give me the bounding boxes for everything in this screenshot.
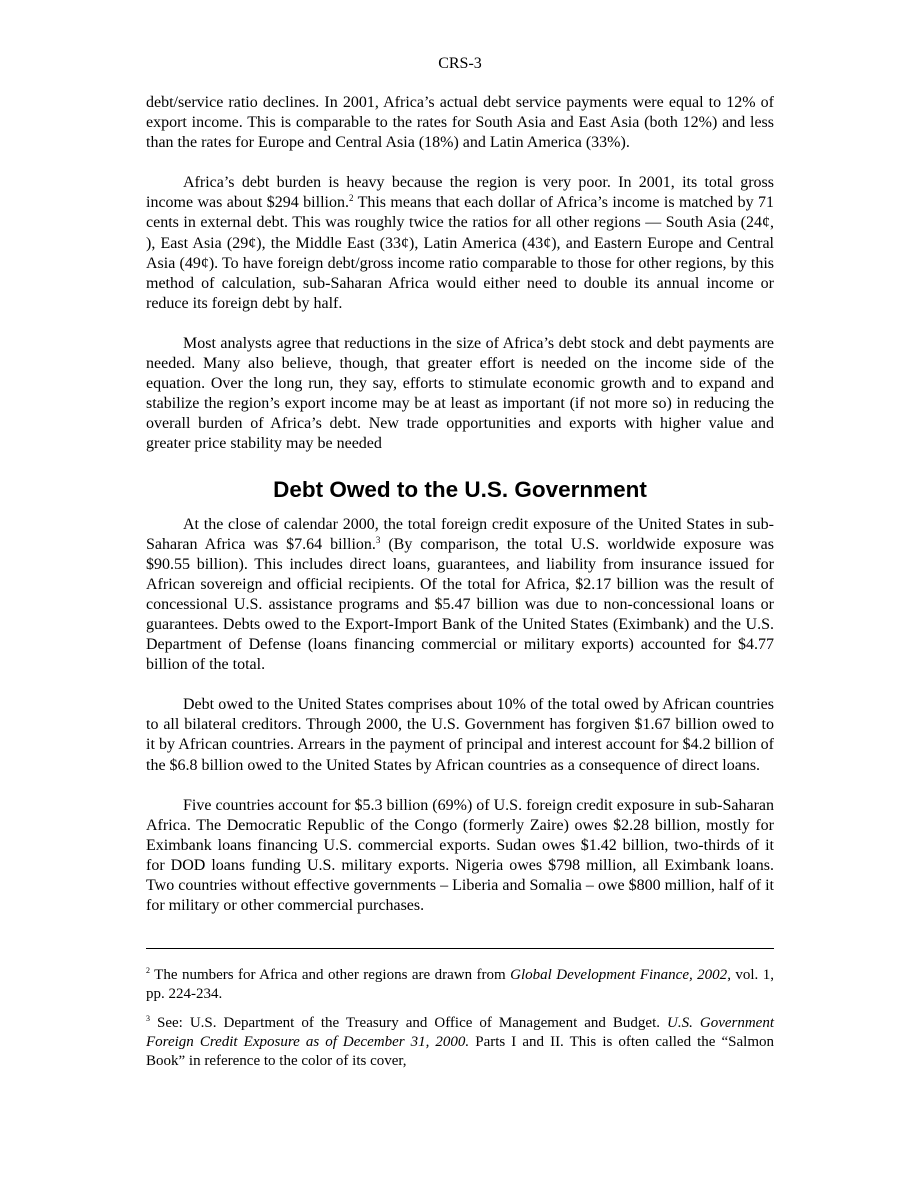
footnote-citation-title: Global Development Finance, 2002 bbox=[510, 967, 728, 984]
section-heading: Debt Owed to the U.S. Government bbox=[273, 476, 647, 502]
footnote-text: See: U.S. Department of the Treasury and Office of Management and Budget. bbox=[150, 1015, 668, 1032]
page-header: CRS-3 bbox=[438, 55, 482, 72]
paragraph-debt-service: debt/service ratio declines. In 2001, Africa’s actual debt service payments were equal to 12% of export income. This is comparable to the rates for South Asia and East Asia (both 12%) and less than the rates for Europe and Central Asia (18%) and Latin America (33%). bbox=[146, 94, 774, 152]
paragraph-text: Africa’s debt burden is heavy because the region is very poor. In 2001, its total gross income was about $294 billion. bbox=[146, 174, 774, 212]
paragraph-analysts: Most analysts agree that reductions in the size of Africa’s debt stock and debt payments are needed. Many also believe, though, that greater effort is needed on the income side of the equation. Over the long run, they say, efforts to stimulate economic growth and to expand and stabilize the region’s export income may be at least as important (if not more so) in reducing the overall burden of Africa’s debt. New trade opportunities and exports with higher value and greater price stability may be needed bbox=[146, 334, 774, 453]
footnote-2 bbox=[146, 966, 774, 1004]
paragraph-text: At the close of calendar 2000, the total foreign credit exposure of the United States in sub-Saharan Africa was $7.64 billion. bbox=[146, 515, 774, 553]
footnote-text: , vol. 1, pp. 224-234. bbox=[146, 967, 774, 1003]
paragraph-debt-burden bbox=[146, 173, 774, 314]
document-page bbox=[146, 54, 774, 1081]
footnote-text: Parts I and II. This is often called the “Salmon Book” in reference to the color of its cover, bbox=[146, 1034, 774, 1070]
footnote-text: The numbers for Africa and other regions are drawn from bbox=[150, 967, 511, 984]
footnote-reference[interactable]: 2 bbox=[348, 193, 354, 204]
footnote-3 bbox=[146, 1014, 774, 1071]
paragraph-text: (By comparison, the total U.S. worldwide exposure was $90.55 billion). This includes direct loans, guarantees, and liability from insurance issued for African sovereign and official recipients. Of the total for Africa, $2.17 billion was the result of concessional U.S. assistance programs and $5.47 billion was due to non-concessional loans or guarantees. Debts owed to the Export-Import Bank of the United States (Eximbank) and the U.S. Department of Defense (loans financing commercial or military exports) accounted for $4.77 billion of the total. bbox=[146, 535, 775, 674]
footnote-reference[interactable]: 3 bbox=[375, 534, 381, 545]
footnote-number: 2 bbox=[146, 966, 150, 976]
paragraph-five-countries: Five countries account for $5.3 billion (69%) of U.S. foreign credit exposure in sub-Saharan Africa. The Democratic Republic of the Congo (formerly Zaire) owes $2.28 billion, mostly for Eximbank loans financing U.S. commercial exports. Sudan owes $1.42 billion, two-thirds of it for DOD loans funding U.S. military exports. Nigeria owes $798 million, all Eximbank loans. Two countries without effective governments – Liberia and Somalia – owe $800 million, half of it for military or other commercial purchases. bbox=[146, 796, 774, 915]
footnote-divider bbox=[146, 948, 774, 949]
paragraph-bilateral-debt: Debt owed to the United States comprises about 10% of the total owed by African countries to all bilateral creditors. Through 2000, the U.S. Government has forgiven $1.67 billion owed to it by African countries. Arrears in the payment of principal and interest account for $4.2 billion of the $6.8 billion owed to the United States by African countries as a consequence of direct loans. bbox=[146, 696, 774, 774]
footnote-citation-title: U.S. Government Foreign Credit Exposure as of December 31, 2000. bbox=[146, 1015, 775, 1051]
paragraph-text: This means that each dollar of Africa’s income is matched by 71 cents in external debt. This was roughly twice the ratios for all other regions — South Asia (24¢, ), East Asia (29¢), the Middle East (33¢), Latin America (43¢), and Eastern Europe and Central Asia (49¢). To have foreign debt/gross income ratio comparable to those for other regions, by this method of calculation, sub-Saharan Africa would either need to double its annual income or reduce its foreign debt by half. bbox=[146, 194, 774, 312]
paragraph-credit-exposure bbox=[146, 515, 774, 676]
footnote-number: 3 bbox=[146, 1014, 150, 1024]
